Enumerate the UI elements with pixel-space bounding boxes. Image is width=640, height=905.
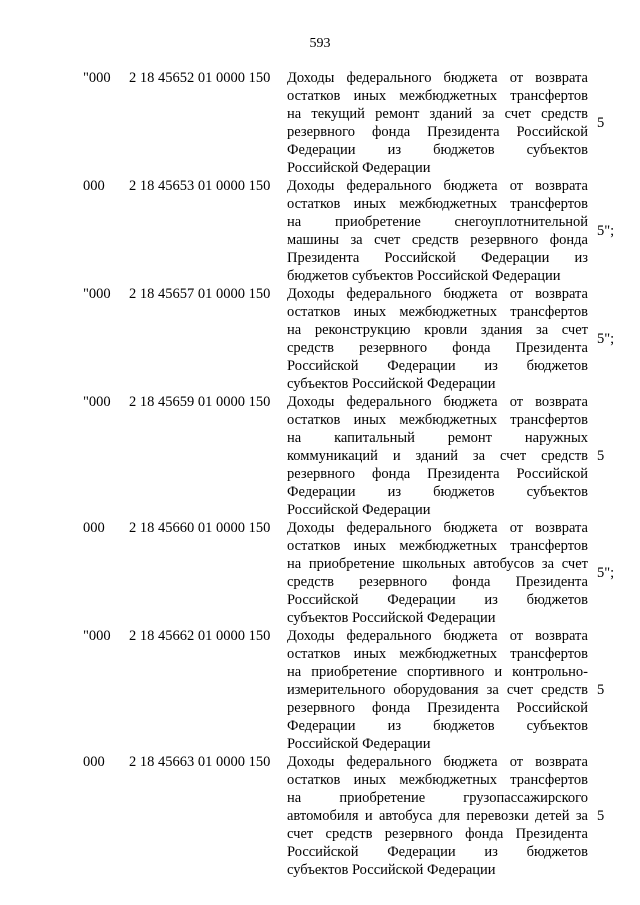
table-row: [0, 177, 640, 285]
description-line: Доходы федерального бюджета от возврата: [287, 394, 588, 410]
description-line: остатков иных межбюджетных трансфертов: [287, 646, 588, 662]
description-line: на приобретение грузопассажирского: [287, 790, 588, 806]
description-line: остатков иных межбюджетных трансфертов: [287, 772, 588, 788]
description-line: Российской Федерации из бюджетов: [287, 358, 588, 374]
description-line: Федерации из бюджетов субъектов: [287, 718, 588, 734]
description-line: резервного фонда Президента Российской: [287, 466, 588, 482]
description-line: остатков иных межбюджетных трансфертов: [287, 196, 588, 212]
table-row: [0, 285, 640, 393]
income-description: [287, 285, 588, 393]
income-description: [287, 177, 588, 285]
description-line: субъектов Российской Федерации: [287, 610, 496, 626]
description-line: остатков иных межбюджетных трансфертов: [287, 538, 588, 554]
description-line: на капитальный ремонт наружных: [287, 430, 588, 446]
amount: 5: [597, 682, 605, 698]
description-line: остатков иных межбюджетных трансфертов: [287, 412, 588, 428]
income-description: [287, 393, 588, 519]
description-line: Доходы федерального бюджета от возврата: [287, 520, 588, 536]
table-row: [0, 753, 640, 879]
description-line: средств резервного фонда Президента: [287, 574, 588, 590]
table-row: [0, 393, 640, 519]
budget-classification-code: 2 18 45660 01 0000 150: [129, 520, 271, 536]
description-line: на приобретение школьных автобусов за счет: [287, 556, 588, 572]
description-line: бюджетов субъектов Российской Федерации: [287, 268, 561, 284]
description-line: резервного фонда Президента Российской: [287, 700, 588, 716]
table-row: [0, 627, 640, 753]
description-line: Российской Федерации из бюджетов: [287, 844, 588, 860]
income-description: [287, 69, 588, 177]
amount: 5";: [597, 565, 615, 581]
budget-classification-code: 2 18 45652 01 0000 150: [129, 70, 271, 86]
admin-code: "000: [83, 286, 111, 302]
income-description: [287, 627, 588, 753]
budget-classification-code: 2 18 45657 01 0000 150: [129, 286, 271, 302]
admin-code: "000: [83, 394, 111, 410]
page-number: 593: [309, 36, 331, 51]
description-line: резервного фонда Президента Российской: [287, 124, 588, 140]
description-line: Российской Федерации: [287, 736, 431, 752]
description-line: автомобиля и автобуса для перевозки детей за: [287, 808, 588, 824]
description-line: на приобретение снегоуплотнительной: [287, 214, 588, 230]
budget-code-table: [0, 69, 640, 879]
table-row: [0, 69, 640, 177]
description-line: субъектов Российской Федерации: [287, 376, 496, 392]
description-line: Российской Федерации: [287, 160, 431, 176]
description-line: средств резервного фонда Президента: [287, 340, 588, 356]
amount: 5";: [597, 331, 615, 347]
description-line: коммуникаций и зданий за счет средств: [287, 448, 588, 464]
budget-classification-code: 2 18 45659 01 0000 150: [129, 394, 271, 410]
description-line: субъектов Российской Федерации: [287, 862, 496, 878]
description-line: Доходы федерального бюджета от возврата: [287, 628, 588, 644]
amount: 5: [597, 448, 605, 464]
budget-classification-code: 2 18 45663 01 0000 150: [129, 754, 271, 770]
description-line: Российской Федерации: [287, 502, 431, 518]
admin-code: 000: [83, 520, 105, 536]
description-line: Доходы федерального бюджета от возврата: [287, 178, 588, 194]
income-description: [287, 519, 588, 627]
description-line: Доходы федерального бюджета от возврата: [287, 70, 588, 86]
admin-code: 000: [83, 754, 105, 770]
description-line: Доходы федерального бюджета от возврата: [287, 754, 588, 770]
description-line: Федерации из бюджетов субъектов: [287, 484, 588, 500]
description-line: счет средств резервного фонда Президента: [287, 826, 588, 842]
description-line: остатков иных межбюджетных трансфертов: [287, 88, 588, 104]
table-row: [0, 519, 640, 627]
admin-code: 000: [83, 178, 105, 194]
description-line: на приобретение спортивного и контрольно-: [287, 664, 588, 680]
description-line: измерительного оборудования за счет средств: [287, 682, 588, 698]
description-line: машины за счет средств резервного фонда: [287, 232, 588, 248]
budget-classification-code: 2 18 45653 01 0000 150: [129, 178, 271, 194]
amount: 5";: [597, 223, 615, 239]
description-line: Российской Федерации из бюджетов: [287, 592, 588, 608]
admin-code: "000: [83, 70, 111, 86]
description-line: Доходы федерального бюджета от возврата: [287, 286, 588, 302]
budget-classification-code: 2 18 45662 01 0000 150: [129, 628, 271, 644]
description-line: Федерации из бюджетов субъектов: [287, 142, 588, 158]
amount: 5: [597, 115, 605, 131]
description-line: на текущий ремонт зданий за счет средств: [287, 106, 588, 122]
description-line: Президента Российской Федерации из: [287, 250, 588, 266]
description-line: на реконструкцию кровли здания за счет: [287, 322, 588, 338]
admin-code: "000: [83, 628, 111, 644]
income-description: [287, 753, 588, 879]
amount: 5: [597, 808, 605, 824]
description-line: остатков иных межбюджетных трансфертов: [287, 304, 588, 320]
